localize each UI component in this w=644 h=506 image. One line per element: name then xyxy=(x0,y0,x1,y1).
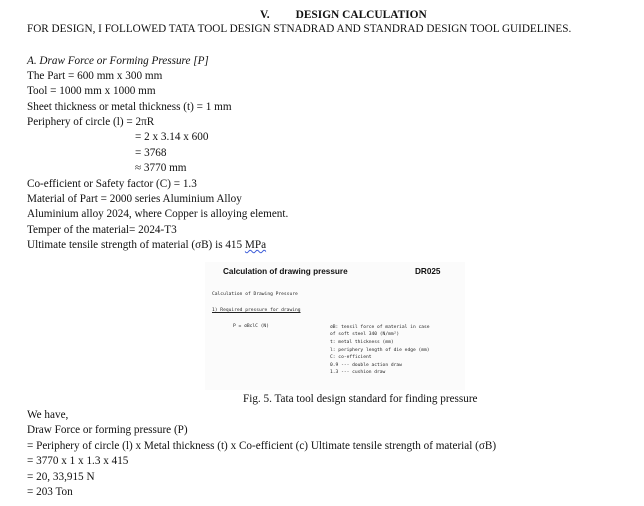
figure-legend-4: C: co-efficient xyxy=(330,355,372,360)
tool-size: Tool = 1000 mm x 1000 mm xyxy=(27,85,156,97)
figure-formula: P = σBclC (N) xyxy=(233,324,269,329)
figure-legend-0: σB: tensil force of material in case xyxy=(330,325,430,330)
figure-code: DR025 xyxy=(415,267,441,276)
uts-text: Ultimate tensile strength of material (σB) is 415 xyxy=(27,239,245,251)
calc-step-3: ≈ 3770 mm xyxy=(135,162,187,174)
result-substitution: = 3770 x 1 x 1.3 x 415 xyxy=(27,455,129,467)
safety-factor: Co-efficient or Safety factor (C) = 1.3 xyxy=(27,178,197,190)
result-newtons: = 20, 33,915 N xyxy=(27,471,95,483)
material: Material of Part = 2000 series Aluminium Alloy xyxy=(27,193,242,205)
figure-caption: Fig. 5. Tata tool design standard for finding pressure xyxy=(243,393,478,405)
figure-title: Calculation of drawing pressure xyxy=(223,267,348,276)
periphery: Periphery of circle (l) = 2πR xyxy=(27,116,155,128)
heading-title: DESIGN CALCULATION xyxy=(295,9,427,21)
figure-legend-1: of soft steel 340 (N/mm²) xyxy=(330,332,400,337)
part-size: The Part = 600 mm x 300 mm xyxy=(27,70,163,82)
subsection-title: A. Draw Force or Forming Pressure [P] xyxy=(27,55,209,67)
calc-step-2: = 3768 xyxy=(135,147,167,159)
figure-legend-3: l: periphery length of die edge (mm) xyxy=(330,348,430,353)
figure-legend-6: 1.3 --- cushion draw xyxy=(330,370,386,375)
uts-unit: MPa xyxy=(244,239,267,251)
result-tons: = 203 Ton xyxy=(27,486,73,498)
figure-image xyxy=(205,262,465,390)
heading-number: V. xyxy=(260,9,270,21)
intro-line: FOR DESIGN, I FOLLOWED TATA TOOL DESIGN STNADRAD AND STANDRAD DESIGN TOOL GUIDELINES. xyxy=(27,23,572,35)
figure-subtitle: Calculation of Drawing Pressure xyxy=(212,292,298,297)
figure-legend-5: 0.9 --- double action draw xyxy=(330,363,402,368)
section-heading xyxy=(260,8,427,22)
temper: Temper of the material= 2024-T3 xyxy=(27,224,177,236)
sheet-thickness: Sheet thickness or metal thickness (t) = 1 mm xyxy=(27,101,232,113)
figure-subheading: 1) Required pressure for drawing xyxy=(212,308,301,313)
we-have: We have, xyxy=(27,409,69,421)
calc-step-1: = 2 x 3.14 x 600 xyxy=(135,131,209,143)
figure-legend-2: t: metal thickness (mm) xyxy=(330,340,394,345)
uts-line xyxy=(27,238,266,252)
alloy: Aluminium alloy 2024, where Copper is alloying element. xyxy=(27,208,289,220)
result-label: Draw Force or forming pressure (P) xyxy=(27,424,188,436)
result-formula: = Periphery of circle (l) x Metal thickness (t) x Co-efficient (c) Ultimate tensile strength of material (σB) xyxy=(27,440,497,452)
